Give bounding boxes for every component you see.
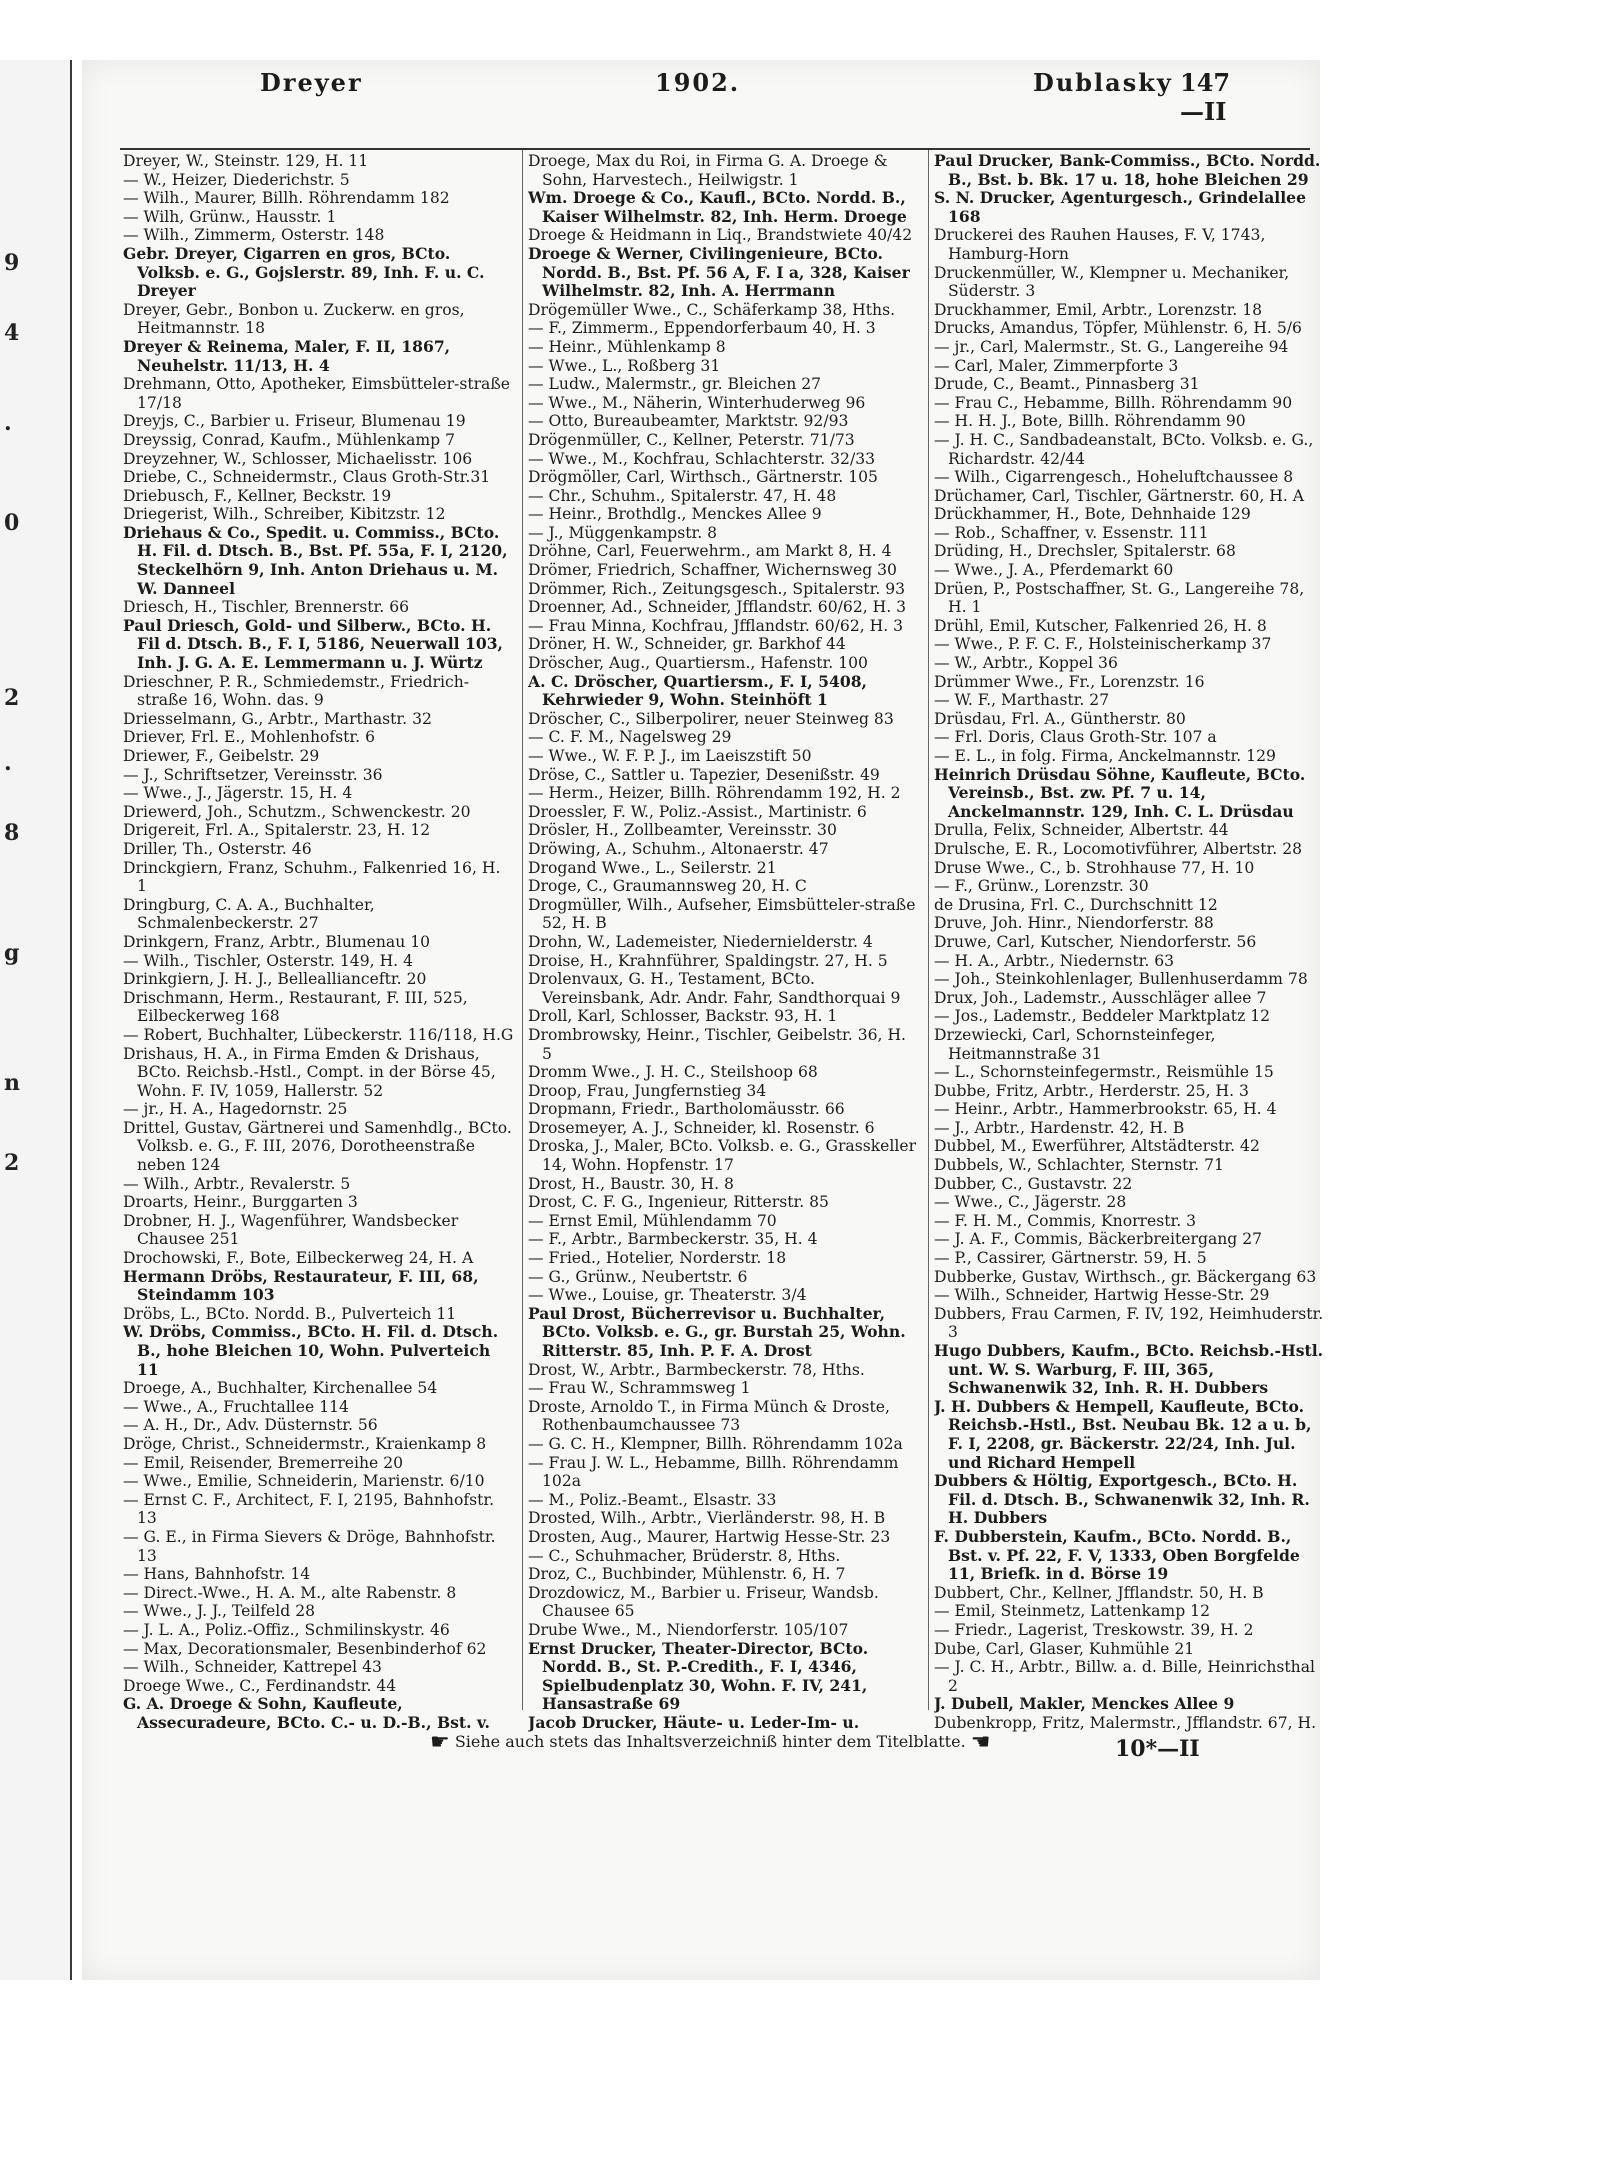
directory-entry: — Jos., Lademstr., Beddeler Marktplatz 12: [934, 1007, 1271, 1026]
directory-entry: Dromm Wwe., J. H. C., Steilshoop 68: [528, 1063, 818, 1082]
directory-entry: Droska, J., Maler, BCto. Volksb. e. G., Grasskeller 14, Wohn. Hopfenstr. 17: [528, 1137, 917, 1175]
directory-entry: Drude, C., Beamt., Pinnasberg 31: [934, 375, 1200, 394]
directory-entry: — Wilh., Schneider, Hartwig Hesse-Str. 29: [934, 1286, 1270, 1305]
directory-entry: Drögenmüller, C., Kellner, Peterstr. 71/73: [528, 430, 855, 449]
directory-entry: Driewerd, Joh., Schutzm., Schwenckestr. 20: [123, 802, 471, 821]
directory-entry: — Frau Minna, Kochfrau, Jfflandstr. 60/62, H. 3: [528, 616, 904, 635]
directory-entry: — Wwe., J. A., Pferdemarkt 60: [934, 561, 1174, 580]
directory-entry: — Rob., Schaffner, v. Essenstr. 111: [934, 523, 1209, 542]
pointing-hand-left-icon: ☚: [970, 1730, 991, 1755]
directory-entry: — A. H., Dr., Adv. Düsternstr. 56: [123, 1416, 378, 1435]
directory-entry: — W. F., Marthastr. 27: [934, 691, 1110, 710]
column-divider: [522, 150, 523, 1710]
directory-entry: Droege Wwe., C., Ferdinandstr. 44: [123, 1676, 397, 1695]
directory-entry: Dreyjs, C., Barbier u. Friseur, Blumenau 19: [123, 412, 466, 431]
directory-entry: — C., Schuhmacher, Brüderstr. 8, Hths.: [528, 1546, 841, 1565]
directory-entry: — Heinr., Arbtr., Hammerbrookstr. 65, H. 4: [934, 1100, 1277, 1119]
directory-entry: Drozdowicz, M., Barbier u. Friseur, Wandsb. Chausee 65: [528, 1583, 879, 1621]
directory-entry: Droege, A., Buchhalter, Kirchenallee 54: [123, 1379, 438, 1398]
directory-entry: Dröse, C., Sattler u. Tapezier, Desenißstr. 49: [528, 765, 880, 784]
directory-entry: — Friedr., Lagerist, Treskowstr. 39, H. 2: [934, 1620, 1254, 1639]
directory-entry: Drischmann, Herm., Restaurant, F. III, 525, Eilbeckerweg 168: [123, 988, 468, 1026]
directory-entry: — L., Schornsteinfegermstr., Reismühle 15: [934, 1063, 1274, 1082]
directory-entry: Drieschner, P. R., Schmiedemstr., Friedrich-straße 16, Wohn. das. 9: [123, 672, 470, 710]
directory-entry: Drosted, Wilh., Arbtr., Vierländerstr. 98, H. B: [528, 1509, 886, 1528]
directory-entry: — M., Poliz.-Beamt., Elsastr. 33: [528, 1490, 777, 1509]
directory-entry: Druckerei des Rauhen Hauses, F. V, 1743, Hamburg-Horn: [934, 226, 1266, 263]
directory-entry: Drösler, H., Zollbeamter, Vereinsstr. 30: [528, 821, 837, 840]
directory-entry: Driesselmann, G., Arbtr., Marthastr. 32: [123, 709, 432, 728]
directory-entry: — jr., Carl, Malermstr., St. G., Langereihe 94: [934, 337, 1289, 356]
directory-entry: — Frau J. W. L., Hebamme, Billh. Röhrendamm 102a: [528, 1453, 899, 1491]
directory-entry: — C. F. M., Nagelsweg 29: [528, 728, 732, 747]
directory-entry: — Max, Decorationsmaler, Besenbinderhof 62: [123, 1639, 487, 1658]
directory-entry: — F. H. M., Commis, Knorrestr. 3: [934, 1211, 1197, 1230]
directory-entry: Drinckgiern, Franz, Schuhm., Falkenried 16, H. 1: [123, 858, 501, 896]
directory-entry: — E. L., in folg. Firma, Anckelmannstr. 129: [934, 747, 1276, 765]
directory-entry: Dröge, Christ., Schneidermstr., Kraienkamp 8: [123, 1434, 487, 1453]
margin-mark: 8: [4, 820, 20, 846]
directory-entry: Dreyer, W., Steinstr. 129, H. 11: [123, 152, 369, 170]
directory-entry: Drinkgern, Franz, Arbtr., Blumenau 10: [123, 932, 431, 951]
header-first-name: Dreyer: [260, 68, 363, 97]
directory-entry: Drüding, H., Drechsler, Spitalerstr. 68: [934, 542, 1236, 561]
directory-entry: — Wilh., Tischler, Osterstr. 149, H. 4: [123, 951, 413, 970]
directory-entry: Drulsche, E. R., Locomotivführer, Albertstr. 28: [934, 839, 1303, 858]
directory-entry: — G., Grünw., Neubertstr. 6: [528, 1267, 748, 1286]
directory-entry: — W., Arbtr., Koppel 36: [934, 654, 1118, 673]
directory-entry: — Wilh., Schneider, Kattrepel 43: [123, 1658, 382, 1677]
directory-entry: Droz, C., Buchbinder, Mühlenstr. 6, H. 7: [528, 1565, 846, 1584]
directory-entry: — J., Schriftsetzer, Vereinsstr. 36: [123, 765, 383, 784]
margin-mark: g: [4, 940, 20, 966]
directory-entry: Driebusch, F., Kellner, Beckstr. 19: [123, 486, 392, 505]
margin-mark: .: [4, 750, 12, 776]
directory-entry: Driller, Th., Osterstr. 46: [123, 839, 312, 858]
column-1: [123, 152, 515, 1732]
directory-entry: Jacob Drucker, Häute- u. Leder-Im- u.: [528, 1713, 860, 1732]
directory-entry: Drost, C. F. G., Ingenieur, Ritterstr. 85: [528, 1193, 829, 1212]
header-rule: [120, 148, 1310, 150]
directory-entry: Drube Wwe., M., Niendorferstr. 105/107: [528, 1620, 849, 1639]
directory-entry: J. H. Dubbers & Hempell, Kaufleute, BCto. Reichsb.-Hstl., Bst. Neubau Bk. 12 a u. b, F. I, 2208, gr. Bäckerstr. 22/24, Inh. Jul. und Richard Hempell: [934, 1397, 1312, 1472]
directory-entry: Dröner, H. W., Schneider, gr. Barkhof 44: [528, 635, 846, 654]
directory-entry: — H. H. J., Bote, Billh. Röhrendamm 90: [934, 412, 1246, 431]
directory-entry: Drux, Joh., Lademstr., Ausschläger allee 7: [934, 988, 1267, 1007]
directory-entry: — H. A., Arbtr., Niedernstr. 63: [934, 951, 1175, 970]
margin-mark: n: [4, 1070, 20, 1096]
directory-entry: Dreyssig, Conrad, Kaufm., Mühlenkamp 7: [123, 430, 456, 449]
directory-entry: — Wwe., L., Roßberg 31: [528, 356, 721, 375]
directory-entry: Driegerist, Wilh., Schreiber, Kibitzstr. 12: [123, 505, 446, 524]
header-last-name: Dublasky: [1033, 68, 1173, 97]
directory-entry: — Joh., Steinkohlenlager, Bullenhuserdamm 78: [934, 970, 1308, 989]
directory-entry: Druse Wwe., C., b. Strohhause 77, H. 10: [934, 858, 1255, 877]
directory-entry: — G. E., in Firma Sievers & Dröge, Bahnhofstr. 13: [123, 1527, 496, 1565]
directory-entry: Druve, Joh. Hinr., Niendorferstr. 88: [934, 914, 1214, 933]
directory-entry: — Wwe., M., Kochfrau, Schlachterstr. 32/33: [528, 449, 876, 468]
directory-entry: Drömer, Friedrich, Schaffner, Wichernsweg 30: [528, 561, 897, 580]
directory-entry: Dröscher, C., Silberpolirer, neuer Steinweg 83: [528, 709, 894, 728]
directory-entry: — Wilh., Zimmerm, Osterstr. 148: [123, 226, 385, 245]
column-divider: [928, 150, 929, 1710]
margin-mark: 2: [4, 685, 20, 711]
directory-entry: Drzewiecki, Carl, Schornsteinfeger, Heitmannstraße 31: [934, 1025, 1216, 1063]
directory-entry: Paul Driesch, Gold- und Silberw., BCto. H. Fil d. Dtsch. B., F. I, 5186, Neuerwall 103, Inh. J. G. A. E. Lemmermann u. J. Würtz: [123, 616, 503, 673]
directory-entry: Dubbel, M., Ewerführer, Altstädterstr. 42: [934, 1137, 1260, 1156]
directory-entry: Driebe, C., Schneidermstr., Claus Groth-Str.31: [123, 468, 491, 487]
directory-entry: Drost, W., Arbtr., Barmbeckerstr. 78, Hths.: [528, 1360, 865, 1379]
directory-entry: — Robert, Buchhalter, Lübeckerstr. 116/118, H.G: [123, 1025, 514, 1044]
directory-entry: Dubbert, Chr., Kellner, Jfflandstr. 50, H. B: [934, 1583, 1264, 1602]
pointing-hand-icon: ☛: [430, 1730, 450, 1755]
directory-entry: — Frl. Doris, Claus Groth-Str. 107 a: [934, 728, 1217, 747]
directory-entry: Drosten, Aug., Maurer, Hartwig Hesse-Str. 23: [528, 1527, 891, 1546]
directory-entry: — Heinr., Brothdlg., Menckes Allee 9: [528, 505, 822, 524]
directory-entry: Dröscher, Aug., Quartiersm., Hafenstr. 100: [528, 654, 868, 673]
directory-entry: Drümmer Wwe., Fr., Lorenzstr. 16: [934, 672, 1205, 691]
directory-entry: — Chr., Schuhm., Spitalerstr. 47, H. 48: [528, 486, 837, 505]
directory-entry: Droste, Arnoldo T., in Firma Münch & Droste, Rothenbaumchaussee 73: [528, 1397, 890, 1435]
directory-entry: — Emil, Steinmetz, Lattenkamp 12: [934, 1602, 1210, 1621]
directory-entry: — Ernst Emil, Mühlendamm 70: [528, 1211, 777, 1230]
directory-entry: Drochowski, F., Bote, Eilbeckerweg 24, H. A: [123, 1249, 474, 1268]
directory-entry: A. C. Dröscher, Quartiersm., F. I, 5408, Kehrwieder 9, Wohn. Steinhöft 1: [528, 672, 867, 710]
directory-entry: Dubbers, Frau Carmen, F. IV, 192, Heimhuderstr. 3: [934, 1304, 1324, 1342]
directory-entry: J. Dubell, Makler, Menckes Allee 9: [934, 1695, 1235, 1714]
column-2: [528, 152, 920, 1732]
column-3: [934, 152, 1326, 1732]
directory-entry: Droise, H., Krahnführer, Spaldingstr. 27, H. 5: [528, 951, 888, 970]
directory-entry: — Wwe., C., Jägerstr. 28: [934, 1193, 1127, 1212]
directory-entry: — Carl, Maler, Zimmerpforte 3: [934, 356, 1179, 375]
directory-entry: Dubber, C., Gustavstr. 22: [934, 1174, 1133, 1193]
directory-entry: Droege, Max du Roi, in Firma G. A. Droege & Sohn, Harvestech., Heilwigstr. 1: [528, 152, 888, 189]
directory-entry: — Hans, Bahnhofstr. 14: [123, 1565, 311, 1584]
directory-entry: Drost, H., Baustr. 30, H. 8: [528, 1174, 734, 1193]
directory-entry: Ernst Drucker, Theater-Director, BCto. Nordd. B., St. P.-Credith., F. I, 4346, Spielbudenplatz 30, Wohn. F. IV, 241, Hansastraße 69: [528, 1639, 869, 1714]
directory-entry: Drucks, Amandus, Töpfer, Mühlenstr. 6, H. 5/6: [934, 319, 1302, 338]
directory-entry: — Wilh., Cigarrengesch., Hoheluftchaussee 8: [934, 468, 1294, 487]
directory-entry: Drogmüller, Wilh., Aufseher, Eimsbütteler-straße 52, H. B: [528, 895, 916, 933]
directory-entry: Dube, Carl, Glaser, Kuhmühle 21: [934, 1639, 1195, 1658]
directory-entry: Drögmöller, Carl, Wirthsch., Gärtnerstr. 105: [528, 468, 878, 487]
directory-entry: Dreyzehner, W., Schlosser, Michaelisstr. 106: [123, 449, 473, 468]
directory-entry: — Wwe., J. J., Teilfeld 28: [123, 1602, 316, 1621]
directory-entry: Droop, Frau, Jungfernstieg 34: [528, 1081, 767, 1100]
directory-entry: Drolenvaux, G. H., Testament, BCto. Vereinsbank, Adr. Andr. Fahr, Sandthorquai 9: [528, 970, 901, 1007]
directory-entry: — J. C. H., Arbtr., Billw. a. d. Bille, Heinrichsthal 2: [934, 1658, 1316, 1695]
directory-entry: — Fried., Hotelier, Norderstr. 18: [528, 1249, 787, 1268]
directory-entry: — J. L. A., Poliz.-Offiz., Schmilinskystr. 46: [123, 1620, 450, 1639]
directory-entry: Drömmer, Rich., Zeitungsgesch., Spitalerstr. 93: [528, 579, 906, 598]
directory-entry: Drüchamer, Carl, Tischler, Gärtnerstr. 60, H. A: [934, 486, 1305, 505]
directory-entry: — Ernst C. F., Architect, F. I, 2195, Bahnhofstr. 13: [123, 1490, 495, 1528]
directory-entry: Drehmann, Otto, Apotheker, Eimsbütteler-straße 17/18: [123, 375, 510, 412]
directory-entry: W. Dröbs, Commiss., BCto. H. Fil. d. Dtsch. B., hohe Bleichen 10, Wohn. Pulverteich 11: [123, 1323, 499, 1379]
directory-entry: Hermann Dröbs, Restaurateur, F. III, 68, Steindamm 103: [123, 1267, 479, 1305]
directory-entry: G. A. Droege & Sohn, Kaufleute, Assecuradeure, BCto. C.- u. D.-B., Bst. v.: [123, 1695, 490, 1732]
directory-entry: Dubbers & Höltig, Exportgesch., BCto. H. Fil. d. Dtsch. B., Schwanenwik 32, Inh. R. H. Dubbers: [934, 1472, 1310, 1528]
directory-entry: — Wilh, Grünw., Hausstr. 1: [123, 207, 337, 226]
directory-entry: Dröhne, Carl, Feuerwehrm., am Markt 8, H. 4: [528, 542, 892, 561]
adjacent-page-strip: [0, 60, 72, 1980]
directory-entry: — Wwe., A., Fruchtallee 114: [123, 1397, 349, 1416]
directory-entry: — F., Arbtr., Barmbeckerstr. 35, H. 4: [528, 1230, 818, 1249]
directory-entry: Drulla, Felix, Schneider, Albertstr. 44: [934, 821, 1229, 840]
directory-entry: Droarts, Heinr., Burggarten 3: [123, 1193, 358, 1212]
directory-entry: Drückhammer, H., Bote, Dehnhaide 129: [934, 505, 1251, 524]
directory-entry: Droll, Karl, Schlosser, Backstr. 93, H. 1: [528, 1007, 838, 1026]
margin-mark: .: [4, 410, 12, 436]
directory-entry: Druwe, Carl, Kutscher, Niendorferstr. 56: [934, 932, 1257, 951]
directory-entry: — J., Müggenkampstr. 8: [528, 523, 718, 542]
directory-entry: — Ludw., Malermstr., gr. Bleichen 27: [528, 375, 822, 394]
header-page-number: 147—II: [1180, 68, 1231, 126]
directory-entry: Hugo Dubbers, Kaufm., BCto. Reichsb.-Hstl. unt. W. S. Warburg, F. III, 365, Schwanenwik 32, Inh. R. H. Dubbers: [934, 1342, 1324, 1398]
margin-mark: 2: [4, 1150, 20, 1176]
directory-entry: — Wwe., P. F. C. F., Holsteinischerkamp 37: [934, 635, 1272, 654]
directory-entry: — jr., H. A., Hagedornstr. 25: [123, 1100, 348, 1119]
footer-note-text: Siehe auch stets das Inhaltsverzeichniß hinter dem Titelblatte.: [454, 1732, 966, 1751]
directory-entry: Driewer, F., Geibelstr. 29: [123, 747, 320, 765]
directory-entry: Drishaus, H. A., in Firma Emden & Drishaus, BCto. Reichsb.-Hstl., Compt. in der Börse 45, Wohn. F. IV, 1059, Hallerstr. 52: [123, 1044, 496, 1100]
directory-entry: Dropmann, Friedr., Bartholomäusstr. 66: [528, 1100, 845, 1119]
directory-entry: Drühl, Emil, Kutscher, Falkenried 26, H. 8: [934, 616, 1267, 635]
directory-entry: Paul Drost, Bücherrevisor u. Buchhalter, BCto. Volksb. e. G., gr. Burstah 25, Wohn. Ritterstr. 85, Inh. P. F. A. Drost: [528, 1304, 906, 1360]
directory-entry: Drobner, H. J., Wagenführer, Wandsbecker Chausee 251: [123, 1211, 459, 1249]
directory-entry: Dubbels, W., Schlachter, Sternstr. 71: [934, 1156, 1224, 1175]
directory-entry: F. Dubberstein, Kaufm., BCto. Nordd. B., Bst. v. Pf. 22, F. V, 1333, Oben Borgfelde 11, Briefk. in d. Börse 19: [934, 1527, 1300, 1584]
directory-entry: — Wilh., Arbtr., Revalerstr. 5: [123, 1174, 351, 1193]
directory-entry: Dubberke, Gustav, Wirthsch., gr. Bäckergang 63: [934, 1267, 1317, 1286]
directory-entry: — Frau W., Schrammsweg 1: [528, 1379, 751, 1398]
directory-entry: — F., Zimmerm., Eppendorferbaum 40, H. 3: [528, 319, 876, 338]
directory-entry: — Direct.-Wwe., H. A. M., alte Rabenstr. 8: [123, 1583, 457, 1602]
directory-entry: Drittel, Gustav, Gärtnerei und Samenhdlg., BCto. Volksb. e. G., F. III, 2076, Dorotheenstraße neben 124: [123, 1118, 512, 1175]
directory-entry: — W., Heizer, Diederichstr. 5: [123, 170, 350, 189]
directory-entry: Wm. Droege & Co., Kaufl., BCto. Nordd. B., Kaiser Wilhelmstr. 82, Inh. Herm. Droege: [528, 189, 907, 226]
directory-entry: — Wwe., Emilie, Schneiderin, Marienstr. 6/10: [123, 1472, 485, 1491]
directory-entry: Dreyer, Gebr., Bonbon u. Zuckerw. en gros, Heitmannstr. 18: [123, 300, 465, 338]
directory-entry: Dringburg, C. A. A., Buchhalter, Schmalenbeckerstr. 27: [123, 895, 375, 933]
directory-entry: Dröwing, A., Schuhm., Altonaerstr. 47: [528, 839, 829, 858]
directory-entry: Paul Drucker, Bank-Commiss., BCto. Nordd. B., Bst. b. Bk. 17 u. 18, hohe Bleichen 29: [934, 152, 1321, 189]
signature-mark: 10*—II: [1115, 1736, 1200, 1762]
directory-entry: Drüen, P., Postschaffner, St. G., Langereihe 78, H. 1: [934, 579, 1305, 617]
directory-entry: Drogand Wwe., L., Seilerstr. 21: [528, 858, 777, 877]
directory-entry: Driesch, H., Tischler, Brennerstr. 66: [123, 598, 410, 617]
margin-mark: 0: [4, 510, 20, 536]
directory-entry: Dubbe, Fritz, Arbtr., Herderstr. 25, H. 3: [934, 1081, 1249, 1100]
directory-entry: Drüsdau, Frl. A., Güntherstr. 80: [934, 709, 1186, 728]
directory-entry: — Emil, Reisender, Bremerreihe 20: [123, 1453, 404, 1472]
directory-entry: — P., Cassirer, Gärtnerstr. 59, H. 5: [934, 1249, 1207, 1268]
directory-entry: — F., Grünw., Lorenzstr. 30: [934, 877, 1149, 896]
directory-entry: — Frau C., Hebamme, Billh. Röhrendamm 90: [934, 393, 1293, 412]
margin-mark: 9: [4, 250, 20, 276]
directory-entry: — Wwe., Louise, gr. Theaterstr. 3/4: [528, 1286, 807, 1305]
directory-entry: — Wwe., M., Näherin, Winterhuderweg 96: [528, 393, 866, 412]
directory-entry: Droge, C., Graumannsweg 20, H. C: [528, 877, 807, 896]
directory-entry: Driever, Frl. E., Mohlenhofstr. 6: [123, 728, 375, 747]
directory-entry: S. N. Drucker, Agenturgesch., Grindelallee 168: [934, 189, 1306, 226]
directory-entry: Dreyer & Reinema, Maler, F. II, 1867, Neuhelstr. 11/13, H. 4: [123, 337, 451, 375]
directory-entry: Gebr. Dreyer, Cigarren en gros, BCto. Volksb. e. G., Gojslerstr. 89, Inh. F. u. C. Dreyer: [123, 244, 485, 301]
header-year: 1902.: [655, 68, 741, 97]
directory-entry: de Drusina, Frl. C., Durchschnitt 12: [934, 895, 1218, 914]
directory-entry: — J. H. C., Sandbadeanstalt, BCto. Volksb. e. G., Richardstr. 42/44: [934, 430, 1314, 468]
directory-entry: Droege & Heidmann in Liq., Brandstwiete 40/42: [528, 226, 913, 245]
directory-entry: — Herm., Heizer, Billh. Röhrendamm 192, H. 2: [528, 784, 901, 803]
directory-entry: Dubenkropp, Fritz, Malermstr., Jfflandstr. 67, H.: [934, 1713, 1317, 1732]
directory-entry: Drigereit, Frl. A., Spitalerstr. 23, H. 12: [123, 821, 431, 840]
directory-entry: Druckhammer, Emil, Arbtr., Lorenzstr. 18: [934, 300, 1263, 319]
directory-entry: Druckenmüller, W., Klempner u. Mechaniker, Süderstr. 3: [934, 263, 1290, 301]
directory-entry: Droege & Werner, Civilingenieure, BCto. Nordd. B., Bst. Pf. 56 A, F. I a, 328, Kaiser Wilhelmstr. 82, Inh. A. Herrmann: [528, 244, 910, 301]
directory-entry: Dröbs, L., BCto. Nordd. B., Pulverteich 11: [123, 1304, 457, 1323]
directory-entry: — Wwe., J., Jägerstr. 15, H. 4: [123, 784, 353, 803]
running-header: [30, 68, 1231, 126]
directory-entry: Drohn, W., Lademeister, Niedernielderstr. 4: [528, 932, 873, 951]
margin-mark: 4: [4, 320, 20, 346]
directory-entry: — Wwe., W. F. P. J., im Laeiszstift 50: [528, 747, 812, 765]
directory-entry: Driehaus & Co., Spedit. u. Commiss., BCto. H. Fil. d. Dtsch. B., Bst. Pf. 55a, F. I, 2120, Steckelhörn 9, Inh. Anton Driehaus u. M. W. Danneel: [123, 523, 508, 598]
directory-entry: Droenner, Ad., Schneider, Jfflandstr. 60/62, H. 3: [528, 598, 907, 617]
directory-entry: — Heinr., Mühlenkamp 8: [528, 337, 726, 356]
directory-entry: — Otto, Bureaubeamter, Marktstr. 92/93: [528, 412, 849, 431]
footer-note: [430, 1730, 990, 1755]
directory-entry: — J., Arbtr., Hardenstr. 42, H. B: [934, 1118, 1185, 1137]
directory-entry: — G. C. H., Klempner, Billh. Röhrendamm 102a: [528, 1434, 903, 1453]
directory-entry: Drosemeyer, A. J., Schneider, kl. Rosenstr. 6: [528, 1118, 875, 1137]
directory-entry: Drombrowsky, Heinr., Tischler, Geibelstr. 36, H. 5: [528, 1025, 907, 1063]
directory-entry: Drinkgiern, J. H. J., Belleallianceftr. 20: [123, 970, 427, 989]
directory-entry: — J. A. F., Commis, Bäckerbreitergang 27: [934, 1230, 1263, 1249]
directory-entry: — Wilh., Maurer, Billh. Röhrendamm 182: [123, 189, 450, 208]
directory-entry: Drögemüller Wwe., C., Schäferkamp 38, Hths.: [528, 300, 896, 319]
directory-entry: Droessler, F. W., Poliz.-Assist., Martinistr. 6: [528, 802, 867, 821]
directory-entry: Heinrich Drüsdau Söhne, Kaufleute, BCto. Vereinsb., Bst. zw. Pf. 7 u. 14, Anckelmannstr. 129, Inh. C. L. Drüsdau: [934, 765, 1306, 821]
